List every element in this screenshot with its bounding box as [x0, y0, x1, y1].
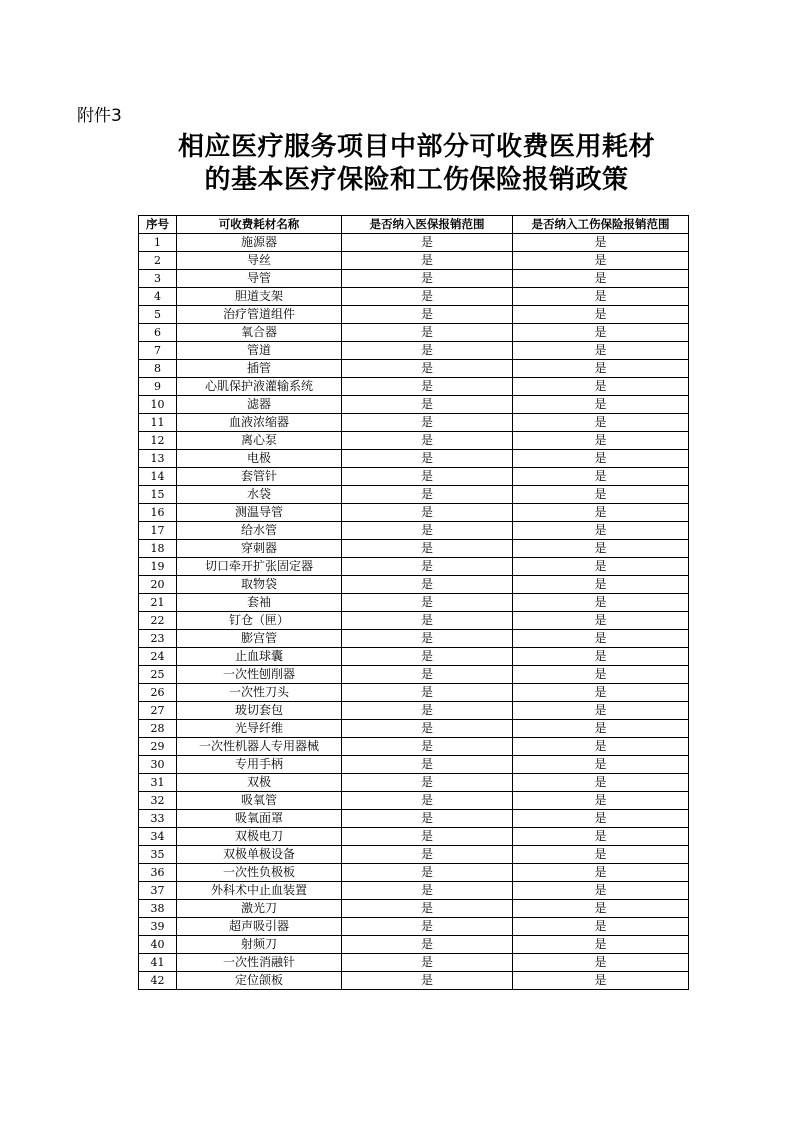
table-row: [139, 810, 689, 828]
document-title-line1: 相应医疗服务项目中部分可收费医用耗材: [177, 132, 655, 162]
cell-injury-insurance: 是: [513, 918, 689, 936]
cell-medical-insurance: 是: [342, 792, 513, 810]
cell-medical-insurance: 是: [342, 720, 513, 738]
cell-injury-insurance: 是: [513, 270, 689, 288]
attachment-label: 附件3: [77, 106, 122, 126]
table-row: [139, 882, 689, 900]
table-row: [139, 684, 689, 702]
cell-injury-insurance: 是: [513, 414, 689, 432]
cell-item-name: 吸氧管: [177, 792, 342, 810]
table-row: [139, 576, 689, 594]
table-row: [139, 774, 689, 792]
table-row: [139, 522, 689, 540]
cell-injury-insurance: 是: [513, 954, 689, 972]
cell-serial-number: 28: [139, 720, 177, 738]
cell-medical-insurance: 是: [342, 522, 513, 540]
cell-injury-insurance: 是: [513, 378, 689, 396]
cell-serial-number: 42: [139, 972, 177, 990]
cell-medical-insurance: 是: [342, 486, 513, 504]
cell-item-name: 给水管: [177, 522, 342, 540]
table-row: [139, 396, 689, 414]
cell-injury-insurance: 是: [513, 522, 689, 540]
cell-medical-insurance: 是: [342, 360, 513, 378]
cell-medical-insurance: 是: [342, 576, 513, 594]
cell-medical-insurance: 是: [342, 558, 513, 576]
table-row: [139, 738, 689, 756]
cell-serial-number: 15: [139, 486, 177, 504]
cell-serial-number: 16: [139, 504, 177, 522]
cell-injury-insurance: 是: [513, 432, 689, 450]
cell-item-name: 血液浓缩器: [177, 414, 342, 432]
cell-item-name: 施源器: [177, 234, 342, 252]
table-row: [139, 288, 689, 306]
cell-medical-insurance: 是: [342, 810, 513, 828]
cell-serial-number: 29: [139, 738, 177, 756]
cell-serial-number: 5: [139, 306, 177, 324]
table-row: [139, 864, 689, 882]
cell-serial-number: 13: [139, 450, 177, 468]
table-row: [139, 432, 689, 450]
cell-item-name: 专用手柄: [177, 756, 342, 774]
cell-item-name: 电极: [177, 450, 342, 468]
cell-injury-insurance: 是: [513, 882, 689, 900]
cell-injury-insurance: 是: [513, 468, 689, 486]
header-medical-insurance: 是否纳入医保报销范围: [342, 216, 513, 234]
cell-serial-number: 30: [139, 756, 177, 774]
cell-injury-insurance: 是: [513, 234, 689, 252]
cell-serial-number: 27: [139, 702, 177, 720]
cell-serial-number: 24: [139, 648, 177, 666]
cell-item-name: 光导纤维: [177, 720, 342, 738]
cell-serial-number: 34: [139, 828, 177, 846]
cell-medical-insurance: 是: [342, 504, 513, 522]
cell-serial-number: 3: [139, 270, 177, 288]
table-row: [139, 828, 689, 846]
cell-injury-insurance: 是: [513, 306, 689, 324]
cell-injury-insurance: 是: [513, 666, 689, 684]
cell-medical-insurance: 是: [342, 846, 513, 864]
cell-medical-insurance: 是: [342, 882, 513, 900]
cell-item-name: 双极单极设备: [177, 846, 342, 864]
cell-medical-insurance: 是: [342, 666, 513, 684]
cell-medical-insurance: 是: [342, 378, 513, 396]
cell-injury-insurance: 是: [513, 504, 689, 522]
cell-serial-number: 11: [139, 414, 177, 432]
cell-injury-insurance: 是: [513, 558, 689, 576]
cell-medical-insurance: 是: [342, 540, 513, 558]
cell-item-name: 玻切套包: [177, 702, 342, 720]
header-serial-number: 序号: [139, 216, 177, 234]
cell-item-name: 测温导管: [177, 504, 342, 522]
cell-injury-insurance: 是: [513, 864, 689, 882]
table-row: [139, 972, 689, 990]
cell-serial-number: 18: [139, 540, 177, 558]
cell-serial-number: 41: [139, 954, 177, 972]
cell-medical-insurance: 是: [342, 270, 513, 288]
table-row: [139, 504, 689, 522]
table-row: [139, 936, 689, 954]
cell-injury-insurance: 是: [513, 342, 689, 360]
cell-item-name: 一次性消融针: [177, 954, 342, 972]
cell-medical-insurance: 是: [342, 774, 513, 792]
cell-medical-insurance: 是: [342, 288, 513, 306]
cell-serial-number: 2: [139, 252, 177, 270]
cell-injury-insurance: 是: [513, 720, 689, 738]
cell-injury-insurance: 是: [513, 774, 689, 792]
cell-item-name: 双极: [177, 774, 342, 792]
cell-medical-insurance: 是: [342, 468, 513, 486]
cell-item-name: 吸氧面罩: [177, 810, 342, 828]
table-row: [139, 900, 689, 918]
cell-item-name: 插管: [177, 360, 342, 378]
cell-serial-number: 37: [139, 882, 177, 900]
header-injury-insurance: 是否纳入工伤保险报销范围: [513, 216, 689, 234]
cell-injury-insurance: 是: [513, 684, 689, 702]
cell-medical-insurance: 是: [342, 234, 513, 252]
table-row: [139, 720, 689, 738]
cell-medical-insurance: 是: [342, 342, 513, 360]
cell-injury-insurance: 是: [513, 594, 689, 612]
cell-item-name: 胆道支架: [177, 288, 342, 306]
cell-item-name: 双极电刀: [177, 828, 342, 846]
cell-item-name: 治疗管道组件: [177, 306, 342, 324]
cell-injury-insurance: 是: [513, 360, 689, 378]
cell-medical-insurance: 是: [342, 630, 513, 648]
table-row: [139, 378, 689, 396]
table-row: [139, 306, 689, 324]
cell-medical-insurance: 是: [342, 432, 513, 450]
cell-serial-number: 1: [139, 234, 177, 252]
table-row: [139, 540, 689, 558]
cell-item-name: 取物袋: [177, 576, 342, 594]
cell-item-name: 套袖: [177, 594, 342, 612]
cell-item-name: 导丝: [177, 252, 342, 270]
cell-medical-insurance: 是: [342, 756, 513, 774]
cell-item-name: 离心泵: [177, 432, 342, 450]
table-row: [139, 360, 689, 378]
table-row: [139, 648, 689, 666]
cell-injury-insurance: 是: [513, 396, 689, 414]
cell-injury-insurance: 是: [513, 810, 689, 828]
cell-medical-insurance: 是: [342, 594, 513, 612]
cell-serial-number: 17: [139, 522, 177, 540]
cell-injury-insurance: 是: [513, 648, 689, 666]
cell-item-name: 膨宫管: [177, 630, 342, 648]
cell-serial-number: 6: [139, 324, 177, 342]
cell-injury-insurance: 是: [513, 900, 689, 918]
cell-item-name: 激光刀: [177, 900, 342, 918]
cell-medical-insurance: 是: [342, 684, 513, 702]
table-row: [139, 486, 689, 504]
cell-injury-insurance: 是: [513, 450, 689, 468]
cell-serial-number: 33: [139, 810, 177, 828]
table-body: [139, 234, 689, 990]
cell-item-name: 外科术中止血装置: [177, 882, 342, 900]
cell-medical-insurance: 是: [342, 612, 513, 630]
cell-injury-insurance: 是: [513, 324, 689, 342]
cell-injury-insurance: 是: [513, 630, 689, 648]
table-row: [139, 666, 689, 684]
consumables-table: [138, 215, 689, 990]
cell-serial-number: 7: [139, 342, 177, 360]
cell-injury-insurance: 是: [513, 612, 689, 630]
document-title-line2: 的基本医疗保险和工伤保险报销政策: [204, 165, 629, 195]
cell-serial-number: 23: [139, 630, 177, 648]
cell-item-name: 一次性刨削器: [177, 666, 342, 684]
cell-serial-number: 26: [139, 684, 177, 702]
cell-serial-number: 8: [139, 360, 177, 378]
table-row: [139, 918, 689, 936]
cell-item-name: 射频刀: [177, 936, 342, 954]
cell-serial-number: 9: [139, 378, 177, 396]
table-row: [139, 846, 689, 864]
cell-medical-insurance: 是: [342, 702, 513, 720]
table-row: [139, 414, 689, 432]
table-row: [139, 612, 689, 630]
cell-medical-insurance: 是: [342, 396, 513, 414]
cell-medical-insurance: 是: [342, 450, 513, 468]
cell-serial-number: 20: [139, 576, 177, 594]
cell-item-name: 管道: [177, 342, 342, 360]
header-item-name: 可收费耗材名称: [177, 216, 342, 234]
table-row: [139, 468, 689, 486]
cell-injury-insurance: 是: [513, 486, 689, 504]
cell-item-name: 切口牵开扩张固定器: [177, 558, 342, 576]
cell-serial-number: 35: [139, 846, 177, 864]
cell-item-name: 止血球囊: [177, 648, 342, 666]
cell-item-name: 心肌保护液灌输系统: [177, 378, 342, 396]
cell-item-name: 水袋: [177, 486, 342, 504]
cell-medical-insurance: 是: [342, 738, 513, 756]
cell-serial-number: 21: [139, 594, 177, 612]
cell-item-name: 一次性负极板: [177, 864, 342, 882]
cell-medical-insurance: 是: [342, 918, 513, 936]
cell-serial-number: 22: [139, 612, 177, 630]
cell-injury-insurance: 是: [513, 828, 689, 846]
table-row: [139, 270, 689, 288]
cell-serial-number: 40: [139, 936, 177, 954]
cell-medical-insurance: 是: [342, 324, 513, 342]
cell-serial-number: 38: [139, 900, 177, 918]
cell-serial-number: 10: [139, 396, 177, 414]
cell-medical-insurance: 是: [342, 900, 513, 918]
cell-serial-number: 12: [139, 432, 177, 450]
cell-item-name: 钉仓（匣）: [177, 612, 342, 630]
cell-injury-insurance: 是: [513, 846, 689, 864]
cell-item-name: 一次性刀头: [177, 684, 342, 702]
cell-injury-insurance: 是: [513, 540, 689, 558]
cell-medical-insurance: 是: [342, 306, 513, 324]
table-row: [139, 756, 689, 774]
cell-injury-insurance: 是: [513, 288, 689, 306]
cell-injury-insurance: 是: [513, 576, 689, 594]
cell-medical-insurance: 是: [342, 954, 513, 972]
cell-injury-insurance: 是: [513, 936, 689, 954]
table-row: [139, 594, 689, 612]
cell-serial-number: 19: [139, 558, 177, 576]
table-row: [139, 792, 689, 810]
cell-injury-insurance: 是: [513, 702, 689, 720]
cell-medical-insurance: 是: [342, 972, 513, 990]
table-header-row: [139, 216, 689, 234]
cell-medical-insurance: 是: [342, 828, 513, 846]
table-row: [139, 342, 689, 360]
cell-item-name: 套管针: [177, 468, 342, 486]
cell-medical-insurance: 是: [342, 414, 513, 432]
cell-medical-insurance: 是: [342, 252, 513, 270]
cell-medical-insurance: 是: [342, 936, 513, 954]
cell-item-name: 导管: [177, 270, 342, 288]
cell-serial-number: 31: [139, 774, 177, 792]
table-row: [139, 558, 689, 576]
cell-item-name: 穿刺器: [177, 540, 342, 558]
table-row: [139, 630, 689, 648]
table-row: [139, 324, 689, 342]
cell-serial-number: 4: [139, 288, 177, 306]
table-row: [139, 252, 689, 270]
cell-serial-number: 39: [139, 918, 177, 936]
cell-injury-insurance: 是: [513, 756, 689, 774]
cell-item-name: 超声吸引器: [177, 918, 342, 936]
cell-injury-insurance: 是: [513, 738, 689, 756]
cell-serial-number: 36: [139, 864, 177, 882]
table-row: [139, 702, 689, 720]
cell-item-name: 定位颌板: [177, 972, 342, 990]
cell-item-name: 一次性机器人专用器械: [177, 738, 342, 756]
cell-item-name: 滤器: [177, 396, 342, 414]
table-row: [139, 954, 689, 972]
cell-serial-number: 14: [139, 468, 177, 486]
cell-item-name: 氧合器: [177, 324, 342, 342]
cell-serial-number: 32: [139, 792, 177, 810]
cell-injury-insurance: 是: [513, 792, 689, 810]
cell-serial-number: 25: [139, 666, 177, 684]
table-row: [139, 234, 689, 252]
cell-medical-insurance: 是: [342, 648, 513, 666]
table-row: [139, 450, 689, 468]
cell-injury-insurance: 是: [513, 972, 689, 990]
cell-medical-insurance: 是: [342, 864, 513, 882]
cell-injury-insurance: 是: [513, 252, 689, 270]
